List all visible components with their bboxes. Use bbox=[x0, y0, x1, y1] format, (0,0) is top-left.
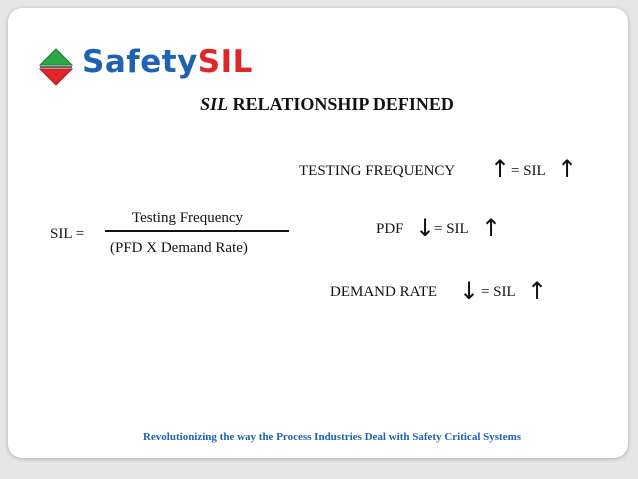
arrow-up-icon: ↑ bbox=[481, 214, 502, 242]
logo-safety-text: Safety bbox=[82, 44, 198, 80]
arrow-up-icon: ↑ bbox=[490, 155, 511, 183]
relationship-3-result: = SIL bbox=[481, 284, 516, 300]
relationship-1-label: TESTING FREQUENCY bbox=[299, 163, 456, 179]
red-green-triangles-icon bbox=[38, 47, 74, 87]
formula-numerator: Testing Frequency bbox=[132, 210, 244, 226]
arrow-up-icon: ↑ bbox=[557, 155, 578, 183]
relationship-3-label: DEMAND RATE bbox=[330, 284, 438, 300]
relationship-2-label: PDF bbox=[376, 221, 404, 237]
slide bbox=[8, 8, 628, 458]
title-sil: SIL bbox=[200, 94, 229, 114]
footer-tagline: Revolutionizing the way the Process Industries Deal with Safety Critical Systems bbox=[142, 431, 522, 443]
fraction-bar bbox=[105, 230, 289, 232]
arrow-up-icon: ↑ bbox=[527, 277, 548, 305]
relationship-1-result: = SIL bbox=[511, 163, 546, 179]
slide-title bbox=[8, 94, 628, 115]
title-rest: RELATIONSHIP DEFINED bbox=[228, 94, 454, 114]
formula-denominator: (PFD X Demand Rate) bbox=[110, 240, 248, 256]
arrow-down-icon: ↓ bbox=[459, 277, 480, 305]
logo-wordmark bbox=[82, 44, 253, 80]
formula-lhs: SIL = bbox=[50, 226, 85, 242]
logo-sil-text: SIL bbox=[197, 44, 253, 80]
arrow-down-icon: ↓ bbox=[415, 214, 436, 242]
relationship-2-result: = SIL bbox=[434, 221, 469, 237]
